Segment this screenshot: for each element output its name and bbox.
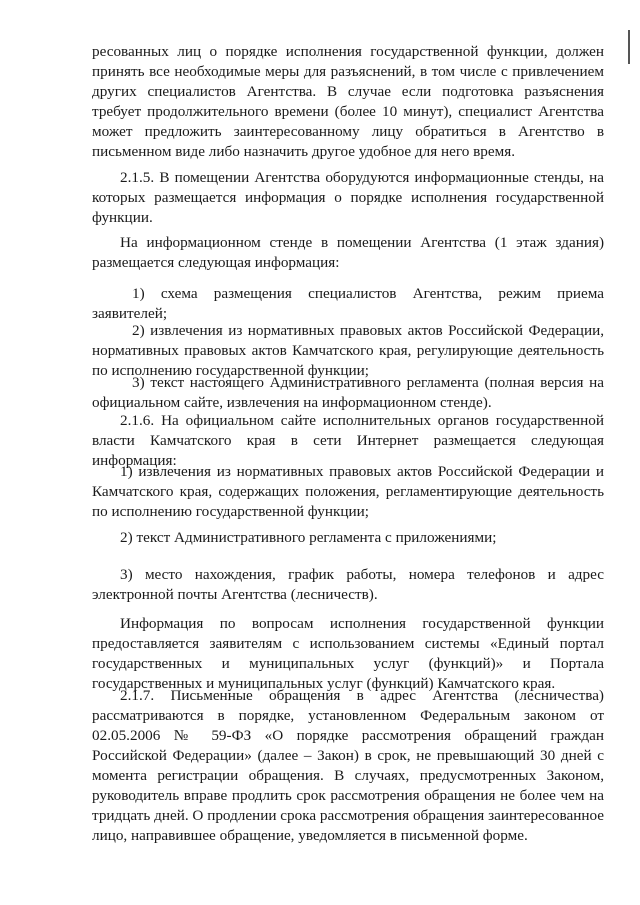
paragraph-portal-info: Информация по вопросам исполнения государственной функции предоставляется заявителям с использованием системы «Единый портал государственных и муниципальных услуг (функций)» и Портала государственных и муниципальных услуг (функций) Камчатского края.: [92, 615, 604, 692]
site-item-1: 1) извлечения из нормативных правовых актов Российской Федерации и Камчатского края, содержащих положения, регламентирующие деятельность по исполнению государственной функции;: [92, 463, 604, 520]
list-item-3: 3) текст настоящего Административного регламента (полная версия на официальном сайте, извлечения на информационном стенде).: [92, 374, 604, 411]
paragraph-continuation: ресованных лиц о порядке исполнения государственной функции, должен принять все необходимые меры для разъяснений, в том числе с привлечением других специалистов Агентства. В случае если подготовка разъяснения требует продолжительного времени (более 10 минут), специалист Агентства может предложить заинтересованному лицу обратиться в Агентство в письменном виде либо назначить другое удобное для него время.: [92, 43, 604, 160]
site-item-2: 2) текст Административного регламента с приложениями;: [120, 529, 497, 546]
paragraph-2-1-5: 2.1.5. В помещении Агентства оборудуются информационные стенды, на которых размещается информация о порядке исполнения государственной функции.: [92, 169, 604, 226]
paragraph-2-1-6: 2.1.6. На официальном сайте исполнительных органов государственной власти Камчатского края в сети Интернет размещается следующая информация:: [92, 412, 604, 469]
list-item-2: 2) извлечения из нормативных правовых актов Российской Федерации, нормативных правовых актов Камчатского края, регулирующие деятельность по исполнению государственной функции;: [92, 322, 604, 379]
list-item-1: 1) схема размещения специалистов Агентства, режим приема заявителей;: [92, 285, 604, 322]
scan-edge-mark: [628, 30, 630, 64]
paragraph-2-1-7: 2.1.7. Письменные обращения в адрес Агентства (лесничества) рассматриваются в порядке, установленном Федеральным законом от 02.05.2006 № 59-ФЗ «О порядке рассмотрения обращений граждан Российской Федерации» (далее – Закон) в срок, не превышающий 30 дней с момента регистрации обращения. В случаях, предусмотренных Законом, руководитель вправе продлить срок рассмотрения обращения не более чем на тридцать дней. О продлении срока рассмотрения обращения заинтересованное лицо, направившее обращение, уведомляется в письменной форме.: [92, 687, 604, 844]
site-item-3: 3) место нахождения, график работы, номера телефонов и адрес электронной почты Агентства (лесничеств).: [92, 566, 604, 603]
paragraph-info-stand: На информационном стенде в помещении Агентства (1 этаж здания) размещается следующая информация:: [92, 234, 604, 271]
